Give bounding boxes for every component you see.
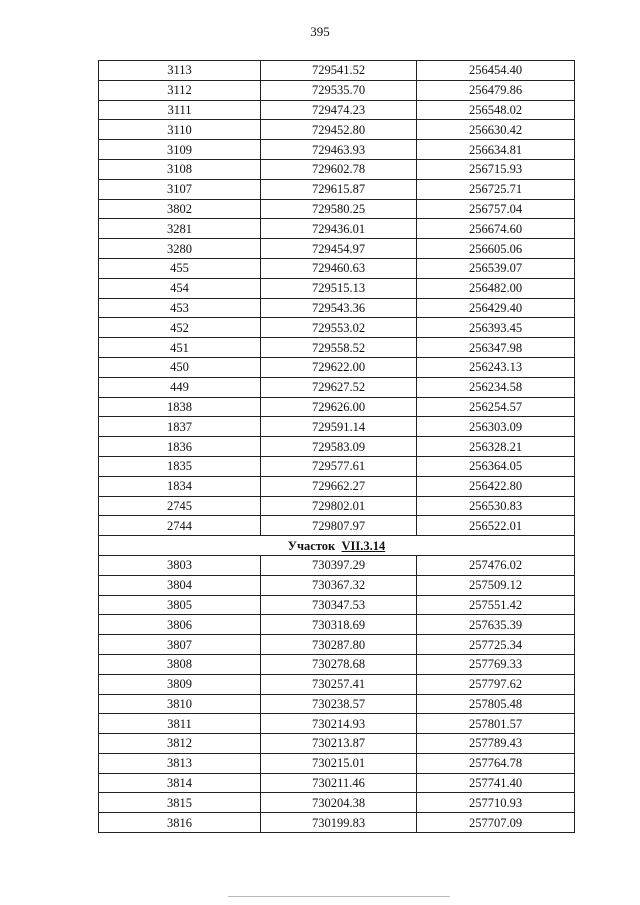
point-number-cell: 3810 bbox=[99, 694, 261, 714]
table-row bbox=[99, 179, 575, 199]
x-coordinate-cell: 729626.00 bbox=[261, 397, 417, 417]
point-number-cell: 3809 bbox=[99, 674, 261, 694]
table-row bbox=[99, 397, 575, 417]
y-coordinate-cell: 256347.98 bbox=[417, 338, 575, 358]
y-coordinate-cell: 256605.06 bbox=[417, 239, 575, 259]
table-row bbox=[99, 258, 575, 278]
x-coordinate-cell: 730204.38 bbox=[261, 793, 417, 813]
x-coordinate-cell: 729627.52 bbox=[261, 377, 417, 397]
point-number-cell: 453 bbox=[99, 298, 261, 318]
x-coordinate-cell: 730238.57 bbox=[261, 694, 417, 714]
y-coordinate-cell: 256393.45 bbox=[417, 318, 575, 338]
y-coordinate-cell: 256539.07 bbox=[417, 258, 575, 278]
y-coordinate-cell: 256634.81 bbox=[417, 140, 575, 160]
x-coordinate-cell: 730367.32 bbox=[261, 575, 417, 595]
table-row bbox=[99, 298, 575, 318]
section-code: VII.3.14 bbox=[341, 538, 386, 553]
x-coordinate-cell: 729454.97 bbox=[261, 239, 417, 259]
table-row bbox=[99, 516, 575, 536]
section-header bbox=[99, 536, 575, 556]
y-coordinate-cell: 256254.57 bbox=[417, 397, 575, 417]
table-row bbox=[99, 694, 575, 714]
table-body-before bbox=[99, 61, 575, 536]
point-number-cell: 3808 bbox=[99, 654, 261, 674]
point-number-cell: 1838 bbox=[99, 397, 261, 417]
y-coordinate-cell: 257551.42 bbox=[417, 595, 575, 615]
y-coordinate-cell: 256328.21 bbox=[417, 437, 575, 457]
x-coordinate-cell: 729662.27 bbox=[261, 476, 417, 496]
y-coordinate-cell: 256757.04 bbox=[417, 199, 575, 219]
table-row bbox=[99, 417, 575, 437]
x-coordinate-cell: 730278.68 bbox=[261, 654, 417, 674]
x-coordinate-cell: 729515.13 bbox=[261, 278, 417, 298]
point-number-cell: 3280 bbox=[99, 239, 261, 259]
y-coordinate-cell: 257769.33 bbox=[417, 654, 575, 674]
point-number-cell: 3814 bbox=[99, 773, 261, 793]
point-number-cell: 1836 bbox=[99, 437, 261, 457]
table-row bbox=[99, 654, 575, 674]
y-coordinate-cell: 257509.12 bbox=[417, 575, 575, 595]
point-number-cell: 455 bbox=[99, 258, 261, 278]
y-coordinate-cell: 257801.57 bbox=[417, 714, 575, 734]
table-row bbox=[99, 813, 575, 833]
point-number-cell: 3803 bbox=[99, 555, 261, 575]
y-coordinate-cell: 257741.40 bbox=[417, 773, 575, 793]
point-number-cell: 3804 bbox=[99, 575, 261, 595]
table-row bbox=[99, 140, 575, 160]
y-coordinate-cell: 256725.71 bbox=[417, 179, 575, 199]
table-row bbox=[99, 575, 575, 595]
x-coordinate-cell: 730347.53 bbox=[261, 595, 417, 615]
table-row bbox=[99, 338, 575, 358]
point-number-cell: 2745 bbox=[99, 496, 261, 516]
x-coordinate-cell: 729591.14 bbox=[261, 417, 417, 437]
y-coordinate-cell: 256429.40 bbox=[417, 298, 575, 318]
point-number-cell: 3812 bbox=[99, 734, 261, 754]
table-row bbox=[99, 357, 575, 377]
y-coordinate-cell: 256674.60 bbox=[417, 219, 575, 239]
y-coordinate-cell: 256548.02 bbox=[417, 100, 575, 120]
y-coordinate-cell: 256630.42 bbox=[417, 120, 575, 140]
page-bottom-rule bbox=[228, 896, 450, 897]
x-coordinate-cell: 729602.78 bbox=[261, 159, 417, 179]
x-coordinate-cell: 729802.01 bbox=[261, 496, 417, 516]
x-coordinate-cell: 729553.02 bbox=[261, 318, 417, 338]
point-number-cell: 452 bbox=[99, 318, 261, 338]
section-label: Участок bbox=[287, 538, 336, 553]
table-row bbox=[99, 734, 575, 754]
point-number-cell: 3111 bbox=[99, 100, 261, 120]
y-coordinate-cell: 256482.00 bbox=[417, 278, 575, 298]
table-row bbox=[99, 753, 575, 773]
table-body-after bbox=[99, 555, 575, 832]
x-coordinate-cell: 729577.61 bbox=[261, 456, 417, 476]
y-coordinate-cell: 257635.39 bbox=[417, 615, 575, 635]
point-number-cell: 3811 bbox=[99, 714, 261, 734]
x-coordinate-cell: 730214.93 bbox=[261, 714, 417, 734]
point-number-cell: 3813 bbox=[99, 753, 261, 773]
x-coordinate-cell: 729558.52 bbox=[261, 338, 417, 358]
table-row bbox=[99, 793, 575, 813]
x-coordinate-cell: 730213.87 bbox=[261, 734, 417, 754]
table-row bbox=[99, 199, 575, 219]
point-number-cell: 454 bbox=[99, 278, 261, 298]
table-row bbox=[99, 278, 575, 298]
table-row bbox=[99, 120, 575, 140]
table-row bbox=[99, 615, 575, 635]
x-coordinate-cell: 729543.36 bbox=[261, 298, 417, 318]
y-coordinate-cell: 256234.58 bbox=[417, 377, 575, 397]
table-row bbox=[99, 635, 575, 655]
point-number-cell: 1835 bbox=[99, 456, 261, 476]
table-row bbox=[99, 100, 575, 120]
section-row bbox=[99, 536, 575, 556]
x-coordinate-cell: 729463.93 bbox=[261, 140, 417, 160]
y-coordinate-cell: 256522.01 bbox=[417, 516, 575, 536]
x-coordinate-cell: 729541.52 bbox=[261, 61, 417, 81]
y-coordinate-cell: 256422.80 bbox=[417, 476, 575, 496]
table-row bbox=[99, 496, 575, 516]
y-coordinate-cell: 257725.34 bbox=[417, 635, 575, 655]
page-number: 395 bbox=[310, 24, 330, 39]
table-row bbox=[99, 773, 575, 793]
table-row bbox=[99, 674, 575, 694]
table-row bbox=[99, 456, 575, 476]
x-coordinate-cell: 729807.97 bbox=[261, 516, 417, 536]
x-coordinate-cell: 730211.46 bbox=[261, 773, 417, 793]
x-coordinate-cell: 729580.25 bbox=[261, 199, 417, 219]
point-number-cell: 1834 bbox=[99, 476, 261, 496]
table-row bbox=[99, 555, 575, 575]
point-number-cell: 3281 bbox=[99, 219, 261, 239]
point-number-cell: 3805 bbox=[99, 595, 261, 615]
x-coordinate-cell: 730318.69 bbox=[261, 615, 417, 635]
y-coordinate-cell: 256303.09 bbox=[417, 417, 575, 437]
point-number-cell: 451 bbox=[99, 338, 261, 358]
x-coordinate-cell: 729622.00 bbox=[261, 357, 417, 377]
y-coordinate-cell: 257789.43 bbox=[417, 734, 575, 754]
y-coordinate-cell: 256715.93 bbox=[417, 159, 575, 179]
x-coordinate-cell: 729615.87 bbox=[261, 179, 417, 199]
point-number-cell: 3802 bbox=[99, 199, 261, 219]
table-row bbox=[99, 377, 575, 397]
point-number-cell: 3816 bbox=[99, 813, 261, 833]
table-row bbox=[99, 219, 575, 239]
point-number-cell: 3112 bbox=[99, 80, 261, 100]
x-coordinate-cell: 729474.23 bbox=[261, 100, 417, 120]
x-coordinate-cell: 730257.41 bbox=[261, 674, 417, 694]
table-row bbox=[99, 437, 575, 457]
point-number-cell: 3108 bbox=[99, 159, 261, 179]
y-coordinate-cell: 257476.02 bbox=[417, 555, 575, 575]
y-coordinate-cell: 256243.13 bbox=[417, 357, 575, 377]
table-row bbox=[99, 159, 575, 179]
y-coordinate-cell: 257710.93 bbox=[417, 793, 575, 813]
x-coordinate-cell: 729452.80 bbox=[261, 120, 417, 140]
point-number-cell: 3110 bbox=[99, 120, 261, 140]
point-number-cell: 3109 bbox=[99, 140, 261, 160]
point-number-cell: 3806 bbox=[99, 615, 261, 635]
table-row bbox=[99, 476, 575, 496]
y-coordinate-cell: 256530.83 bbox=[417, 496, 575, 516]
table-row bbox=[99, 80, 575, 100]
point-number-cell: 3807 bbox=[99, 635, 261, 655]
x-coordinate-cell: 729535.70 bbox=[261, 80, 417, 100]
x-coordinate-cell: 730199.83 bbox=[261, 813, 417, 833]
point-number-cell: 3107 bbox=[99, 179, 261, 199]
table-row bbox=[99, 239, 575, 259]
x-coordinate-cell: 729436.01 bbox=[261, 219, 417, 239]
y-coordinate-cell: 257805.48 bbox=[417, 694, 575, 714]
point-number-cell: 1837 bbox=[99, 417, 261, 437]
x-coordinate-cell: 730287.80 bbox=[261, 635, 417, 655]
point-number-cell: 3815 bbox=[99, 793, 261, 813]
x-coordinate-cell: 730397.29 bbox=[261, 555, 417, 575]
y-coordinate-cell: 257707.09 bbox=[417, 813, 575, 833]
point-number-cell: 449 bbox=[99, 377, 261, 397]
x-coordinate-cell: 730215.01 bbox=[261, 753, 417, 773]
point-number-cell: 3113 bbox=[99, 61, 261, 81]
y-coordinate-cell: 256479.86 bbox=[417, 80, 575, 100]
y-coordinate-cell: 256454.40 bbox=[417, 61, 575, 81]
table-row bbox=[99, 714, 575, 734]
section-cell bbox=[99, 536, 575, 556]
x-coordinate-cell: 729460.63 bbox=[261, 258, 417, 278]
y-coordinate-cell: 257797.62 bbox=[417, 674, 575, 694]
y-coordinate-cell: 257764.78 bbox=[417, 753, 575, 773]
point-number-cell: 450 bbox=[99, 357, 261, 377]
table-row bbox=[99, 61, 575, 81]
table-row bbox=[99, 595, 575, 615]
table-row bbox=[99, 318, 575, 338]
x-coordinate-cell: 729583.09 bbox=[261, 437, 417, 457]
point-number-cell: 2744 bbox=[99, 516, 261, 536]
y-coordinate-cell: 256364.05 bbox=[417, 456, 575, 476]
coordinates-table bbox=[98, 60, 575, 833]
